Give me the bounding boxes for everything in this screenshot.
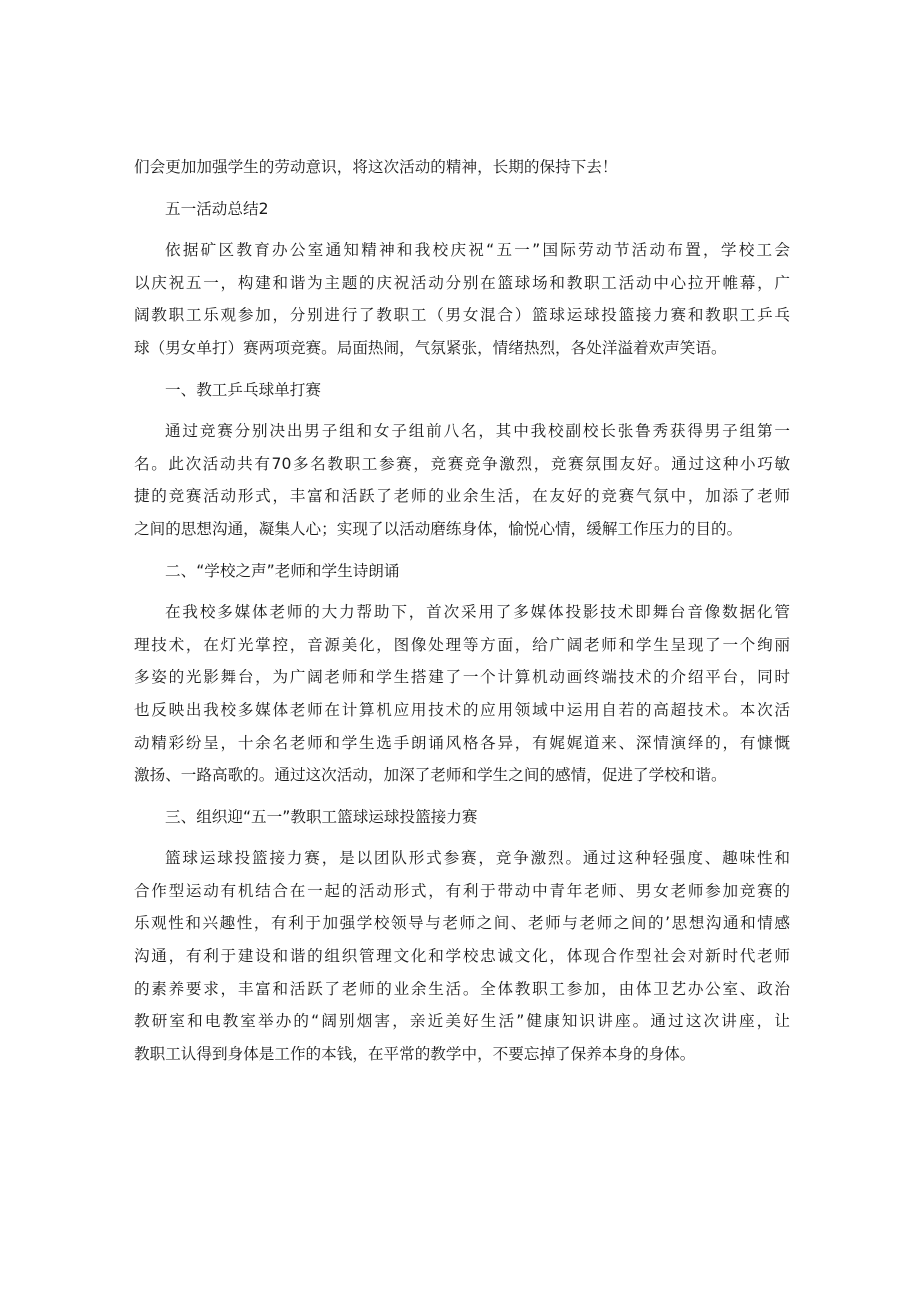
paragraph-basketball-relay — [134, 842, 790, 1070]
paragraph-line: 动精彩纷呈，十余名老师和学生选手朗诵风格各异，有娓娓道来、深情演绎的，有慷慨 — [134, 733, 790, 752]
paragraph-line: 捷的竞赛活动形式，丰富和活跃了老师的业余生活，在友好的竞赛气氛中，加添了老师 — [134, 487, 790, 506]
heading-table-tennis: 一、教工乒乓球单打赛 — [165, 380, 321, 399]
paragraph-line: 的素养要求，丰富和活跃了老师的业余生活。全体教职工参加，由体卫艺办公室、政治 — [134, 979, 790, 998]
paragraph-line: 教职工认得到身体是工作的本钱，在平常的教学中，不要忘掉了保养本身的身体。 — [134, 1044, 696, 1063]
paragraph-line: 以庆祝五一，构建和谐为主题的庆祝活动分别在篮球场和教职工活动中心拉开帷幕，广 — [134, 273, 790, 292]
paragraph-line: 多姿的光影舞台，为广阔老师和学生搭建了一个计算机动画终端技术的介绍平台，同时 — [134, 668, 790, 687]
paragraph-line: 球（男女单打）赛两项竞赛。局面热闹，气氛紧张，情绪热烈，各处洋溢着欢声笑语。 — [134, 338, 727, 357]
paragraph-opening — [134, 234, 790, 364]
paragraph-line: 也反映出我校多媒体老师在计算机应用技术的应用领域中运用自若的高超技术。本次活 — [134, 700, 790, 719]
paragraph-line: 通过竞赛分别决出男子组和女子组前八名，其中我校副校长张鲁秀获得男子组第一 — [165, 422, 790, 441]
paragraph-line: 之间的思想沟通，凝集人心；实现了以活动磨练身体，愉悦心情，缓解工作压力的目的。 — [134, 519, 743, 538]
paragraph-line: 乐观性和兴趣性，有利于加强学校领导与老师之间、老师与老师之间的’思想沟通和情感 — [134, 914, 790, 933]
paragraph-table-tennis — [134, 415, 790, 545]
paragraph-line: 在我校多媒体老师的大力帮助下，首次采用了多媒体投影技术即舞台音像数据化管 — [165, 603, 790, 622]
paragraph-line: 篮球运球投篮接力赛，是以团队形式参赛，竞争激烈。通过这种轻强度、趣味性和 — [165, 849, 790, 868]
heading-basketball-relay: 三、组织迎“五一”教职工篮球运球投篮接力赛 — [165, 807, 478, 826]
paragraph-line: 名。此次活动共有70多名教职工参赛，竞赛竞争激烈，竞赛氛围友好。通过这种小巧敏 — [134, 454, 790, 473]
paragraph-line: 阔教职工乐观参加，分别进行了教职工（男女混合）篮球运球投篮接力赛和教职工乒乓 — [134, 306, 790, 325]
paragraph-line: 教研室和电教室举办的“阔别烟害，亲近美好生活”健康知识讲座。通过这次讲座，让 — [134, 1012, 790, 1031]
paragraph-line: 依据矿区教育办公室通知精神和我校庆祝“五一”国际劳动节活动布置，学校工会 — [165, 241, 790, 260]
paragraph-poetry-recital — [134, 596, 790, 792]
paragraph-line: 沟通，有利于建设和谐的组织管理文化和学校忠诚文化，体现合作型社会对新时代老师 — [134, 947, 790, 966]
heading-poetry-recital: 二、“学校之声”老师和学生诗朗诵 — [165, 561, 400, 580]
document-page — [134, 151, 790, 1070]
paragraph-line: 激扬、一路高歌的。通过这次活动，加深了老师和学生之间的感情，促进了学校和谐。 — [134, 766, 727, 785]
intro-line: 们会更加加强学生的劳动意识，将这次活动的精神，长期的保持下去！ — [134, 158, 618, 176]
paragraph-line: 合作型运动有机结合在一起的活动形式，有利于带动中青年老师、男女老师参加竞赛的 — [134, 881, 790, 900]
paragraph-line: 理技术，在灯光掌控，音源美化，图像处理等方面，给广阔老师和学生呈现了一个绚丽 — [134, 635, 790, 654]
section-title: 五一活动总结2 — [165, 199, 269, 218]
